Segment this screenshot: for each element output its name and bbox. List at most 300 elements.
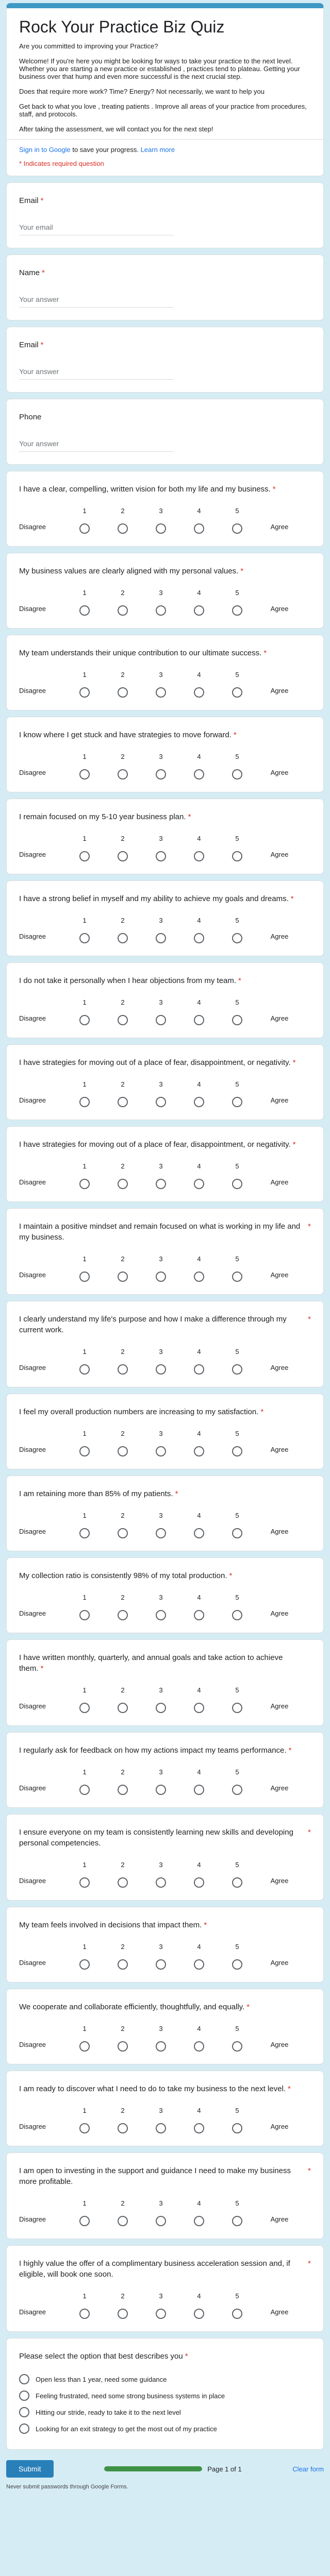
radio-button[interactable]	[19, 2391, 29, 2401]
choice-option[interactable]	[19, 2387, 311, 2404]
scale-number: 2	[121, 589, 125, 597]
scale-question-card	[6, 1394, 324, 1469]
radio-button[interactable]	[118, 523, 128, 534]
radio-button[interactable]	[156, 605, 166, 616]
scale-option	[180, 1080, 218, 1107]
question-title: My business values are clearly aligned with my personal values. *	[19, 567, 244, 575]
radio-button[interactable]	[194, 2123, 204, 2133]
radio-button[interactable]	[194, 1272, 204, 1282]
scale-number: 2	[121, 998, 125, 1006]
radio-button[interactable]	[194, 1015, 204, 1025]
radio-button[interactable]	[194, 851, 204, 861]
radio-button[interactable]	[156, 687, 166, 698]
question-title: Phone	[19, 413, 42, 421]
radio-button[interactable]	[79, 2216, 90, 2226]
scale-high-label: Agree	[270, 1014, 289, 1022]
radio-button[interactable]	[156, 2216, 166, 2226]
radio-button[interactable]	[194, 1179, 204, 1189]
scale-option	[104, 1861, 142, 1888]
choice-option[interactable]	[19, 2404, 311, 2420]
radio-button[interactable]	[79, 2041, 90, 2052]
scale-number: 1	[82, 2025, 87, 2032]
radio-button[interactable]	[156, 2309, 166, 2319]
scale-number: 3	[159, 1430, 163, 1437]
scale-number: 3	[159, 2199, 163, 2207]
scale-low-label: Disagree	[19, 1784, 46, 1792]
radio-button[interactable]	[194, 1610, 204, 1620]
linear-scale	[19, 1162, 311, 1189]
scale-option	[65, 2199, 104, 2226]
radio-button[interactable]	[232, 1610, 242, 1620]
radio-button[interactable]	[194, 1364, 204, 1375]
question-title: I am ready to discover what I need to do to take my business to the next level. *	[19, 2084, 291, 2093]
scale-option	[180, 589, 218, 616]
scale-option	[218, 1162, 256, 1189]
scale-high-label: Agree	[270, 769, 289, 776]
signin-link[interactable]: Sign in to Google	[19, 146, 71, 154]
scale-number: 4	[197, 2292, 201, 2300]
scale-number: 1	[82, 1943, 87, 1951]
radio-button[interactable]	[194, 2309, 204, 2319]
answer-input[interactable]	[19, 364, 174, 380]
scale-option	[180, 753, 218, 779]
radio-button[interactable]	[79, 1364, 90, 1375]
scale-number: 2	[121, 753, 125, 760]
radio-button[interactable]	[79, 1785, 90, 1795]
scale-number: 5	[235, 753, 239, 760]
scale-number: 4	[197, 753, 201, 760]
radio-button[interactable]	[194, 2041, 204, 2052]
scale-option	[218, 1255, 256, 1282]
radio-button[interactable]	[194, 2216, 204, 2226]
radio-button[interactable]	[194, 1097, 204, 1107]
radio-button[interactable]	[156, 1877, 166, 1888]
scale-number: 2	[121, 1255, 125, 1263]
radio-button[interactable]	[156, 1528, 166, 1538]
form-title: Rock Your Practice Biz Quiz	[19, 18, 225, 36]
question-title: I have a strong belief in myself and my ability to achieve my goals and dreams. *	[19, 894, 294, 903]
divider	[7, 139, 323, 140]
radio-button[interactable]	[194, 687, 204, 698]
radio-button[interactable]	[118, 1528, 128, 1538]
radio-button[interactable]	[156, 523, 166, 534]
scale-number: 3	[159, 1512, 163, 1519]
radio-button[interactable]	[79, 523, 90, 534]
scale-question-card	[6, 1476, 324, 1551]
scale-option	[65, 507, 104, 534]
scale-number: 1	[82, 2199, 87, 2207]
radio-button[interactable]	[194, 1703, 204, 1713]
scale-number: 4	[197, 1861, 201, 1869]
scale-option	[104, 2107, 142, 2133]
scale-option	[218, 2107, 256, 2133]
radio-button[interactable]	[118, 1785, 128, 1795]
scale-low-label: Disagree	[19, 2041, 46, 2048]
radio-button[interactable]	[118, 851, 128, 861]
question-title: We cooperate and collaborate efficiently, thoughtfully, and equally. *	[19, 2003, 250, 2011]
scale-question-card	[6, 880, 324, 956]
radio-button[interactable]	[79, 1015, 90, 1025]
radio-button[interactable]	[156, 933, 166, 943]
radio-button[interactable]	[232, 1179, 242, 1189]
radio-button[interactable]	[118, 2041, 128, 2052]
scale-number: 5	[235, 2199, 239, 2207]
scale-option	[180, 998, 218, 1025]
answer-input[interactable]	[19, 292, 174, 308]
radio-button[interactable]	[232, 605, 242, 616]
scale-option	[180, 1430, 218, 1456]
radio-button[interactable]	[156, 851, 166, 861]
radio-button[interactable]	[118, 769, 128, 779]
scale-option	[104, 1686, 142, 1713]
scale-option	[218, 1512, 256, 1538]
question-title: I clearly understand my life's purpose and how I make a difference through my current work. *	[19, 1315, 311, 1334]
radio-button[interactable]	[19, 2374, 29, 2384]
linear-scale	[19, 1943, 311, 1970]
radio-button[interactable]	[79, 1097, 90, 1107]
scale-number: 3	[159, 671, 163, 679]
scale-question-card	[6, 1044, 324, 1120]
scale-high-label: Agree	[270, 851, 289, 858]
scale-option	[65, 2025, 104, 2052]
radio-button[interactable]	[79, 1877, 90, 1888]
required-asterisk: *	[40, 1664, 44, 1673]
radio-button[interactable]	[118, 1877, 128, 1888]
radio-button[interactable]	[156, 769, 166, 779]
scale-question-card	[6, 799, 324, 874]
scale-number: 2	[121, 835, 125, 842]
radio-button[interactable]	[156, 1610, 166, 1620]
radio-button[interactable]	[118, 1364, 128, 1375]
radio-button[interactable]	[194, 1528, 204, 1538]
required-asterisk: *	[229, 1571, 233, 1580]
scale-number: 2	[121, 1080, 125, 1088]
required-asterisk: *	[233, 731, 237, 739]
scale-option	[218, 753, 256, 779]
scale-number: 5	[235, 998, 239, 1006]
radio-button[interactable]	[118, 1272, 128, 1282]
radio-button[interactable]	[232, 1015, 242, 1025]
scale-number: 3	[159, 998, 163, 1006]
scale-option	[218, 1348, 256, 1375]
scale-number: 4	[197, 1430, 201, 1437]
linear-scale	[19, 1686, 311, 1713]
scale-option	[180, 1768, 218, 1795]
progress-indicator	[104, 2465, 242, 2473]
scale-number: 4	[197, 1162, 201, 1170]
scale-option	[142, 1512, 180, 1538]
scale-number: 4	[197, 2025, 201, 2032]
scale-number: 4	[197, 1348, 201, 1355]
scale-number: 3	[159, 1686, 163, 1694]
radio-button[interactable]	[156, 1179, 166, 1189]
scale-number: 5	[235, 1768, 239, 1776]
scale-option	[180, 2292, 218, 2319]
scale-number: 3	[159, 1943, 163, 1951]
required-asterisk: *	[308, 1828, 311, 1837]
scale-number: 5	[235, 1255, 239, 1263]
radio-button[interactable]	[19, 2424, 29, 2434]
scale-number: 4	[197, 507, 201, 515]
choice-option[interactable]	[19, 2420, 311, 2437]
scale-option	[104, 753, 142, 779]
scale-option	[65, 1594, 104, 1620]
scale-number: 2	[121, 917, 125, 924]
required-asterisk: *	[263, 649, 267, 657]
radio-button[interactable]	[156, 1015, 166, 1025]
linear-scale	[19, 1594, 311, 1620]
radio-button[interactable]	[194, 1959, 204, 1970]
scale-option	[218, 835, 256, 861]
scale-number: 2	[121, 1348, 125, 1355]
radio-button[interactable]	[232, 1785, 242, 1795]
radio-button[interactable]	[232, 1528, 242, 1538]
scale-low-label: Disagree	[19, 2123, 46, 2130]
scale-option	[65, 1943, 104, 1970]
required-asterisk: *	[292, 1058, 296, 1067]
scale-number: 5	[235, 1861, 239, 1869]
required-asterisk: *	[238, 976, 241, 985]
radio-button[interactable]	[232, 851, 242, 861]
radio-button[interactable]	[118, 1959, 128, 1970]
radio-button[interactable]	[79, 1446, 90, 1456]
scale-number: 5	[235, 2025, 239, 2032]
radio-button[interactable]	[118, 2216, 128, 2226]
scale-option	[104, 1080, 142, 1107]
scale-number: 4	[197, 917, 201, 924]
scale-high-label: Agree	[270, 1877, 289, 1885]
radio-button[interactable]	[79, 605, 90, 616]
radio-button[interactable]	[79, 1179, 90, 1189]
scale-option	[180, 671, 218, 698]
scale-high-label: Agree	[270, 1364, 289, 1371]
radio-button[interactable]	[194, 769, 204, 779]
scale-number: 1	[82, 2107, 87, 2114]
scale-high-label: Agree	[270, 1096, 289, 1104]
scale-high-label: Agree	[270, 933, 289, 940]
password-warning: Never submit passwords through Google Forms.	[6, 2484, 128, 2490]
scale-option	[142, 1430, 180, 1456]
radio-button[interactable]	[232, 1959, 242, 1970]
radio-button[interactable]	[156, 1446, 166, 1456]
scale-number: 1	[82, 2292, 87, 2300]
scale-number: 1	[82, 1686, 87, 1694]
radio-button[interactable]	[156, 1703, 166, 1713]
radio-button[interactable]	[118, 2123, 128, 2133]
radio-button[interactable]	[118, 2309, 128, 2319]
radio-button[interactable]	[194, 1785, 204, 1795]
scale-option	[218, 2292, 256, 2319]
scale-question-card	[6, 1557, 324, 1633]
radio-button[interactable]	[118, 1703, 128, 1713]
scale-number: 2	[121, 1430, 125, 1437]
question-title: My collection ratio is consistently 98% of my total production. *	[19, 1571, 233, 1580]
scale-number: 1	[82, 917, 87, 924]
scale-number: 3	[159, 589, 163, 597]
scale-option	[142, 2292, 180, 2319]
scale-low-label: Disagree	[19, 1271, 46, 1279]
radio-button[interactable]	[79, 687, 90, 698]
radio-button[interactable]	[232, 1272, 242, 1282]
radio-button[interactable]	[79, 1610, 90, 1620]
scale-option	[180, 2199, 218, 2226]
signin-row	[19, 146, 311, 154]
radio-button[interactable]	[118, 605, 128, 616]
scale-option	[218, 1430, 256, 1456]
scale-number: 2	[121, 1943, 125, 1951]
scale-option	[65, 589, 104, 616]
answer-input[interactable]	[19, 436, 174, 452]
scale-option	[65, 2107, 104, 2133]
scale-option	[104, 2199, 142, 2226]
scale-number: 4	[197, 1512, 201, 1519]
scale-option	[180, 1348, 218, 1375]
radio-button[interactable]	[156, 1097, 166, 1107]
radio-button[interactable]	[118, 1610, 128, 1620]
linear-scale	[19, 1768, 311, 1795]
radio-button[interactable]	[232, 1446, 242, 1456]
scale-option	[65, 835, 104, 861]
scale-number: 5	[235, 2292, 239, 2300]
choice-option[interactable]	[19, 2371, 311, 2387]
scale-option	[142, 2025, 180, 2052]
radio-button[interactable]	[232, 933, 242, 943]
radio-button[interactable]	[118, 1179, 128, 1189]
radio-button[interactable]	[118, 1097, 128, 1107]
question-title: I feel my overall production numbers are increasing to my satisfaction. *	[19, 1408, 264, 1416]
radio-button[interactable]	[156, 1785, 166, 1795]
radio-button[interactable]	[232, 687, 242, 698]
scale-number: 1	[82, 589, 87, 597]
radio-button[interactable]	[156, 1364, 166, 1375]
scale-option	[65, 2292, 104, 2319]
scale-question-card	[6, 1989, 324, 2064]
radio-button[interactable]	[156, 2041, 166, 2052]
scale-option	[142, 1768, 180, 1795]
radio-button[interactable]	[232, 1703, 242, 1713]
radio-button[interactable]	[118, 1015, 128, 1025]
scale-option	[142, 1080, 180, 1107]
radio-button[interactable]	[79, 2309, 90, 2319]
submit-button[interactable]: Submit	[6, 2460, 54, 2478]
scale-option	[65, 1255, 104, 1282]
radio-button[interactable]	[79, 1528, 90, 1538]
radio-button[interactable]	[194, 1446, 204, 1456]
required-note: * Indicates required question	[19, 160, 104, 167]
radio-button[interactable]	[118, 1446, 128, 1456]
scale-option	[104, 1512, 142, 1538]
radio-button[interactable]	[156, 2123, 166, 2133]
scale-option	[104, 1162, 142, 1189]
radio-button[interactable]	[156, 1272, 166, 1282]
required-asterisk: *	[308, 2259, 311, 2268]
scale-number: 1	[82, 1594, 87, 1601]
radio-button[interactable]	[232, 2041, 242, 2052]
radio-button[interactable]	[79, 933, 90, 943]
radio-button[interactable]	[79, 769, 90, 779]
radio-button[interactable]	[232, 1877, 242, 1888]
scale-number: 2	[121, 1512, 125, 1519]
required-asterisk: *	[292, 1140, 296, 1149]
scale-low-label: Disagree	[19, 1877, 46, 1885]
scale-option	[65, 1348, 104, 1375]
radio-button[interactable]	[118, 687, 128, 698]
scale-option	[142, 1686, 180, 1713]
radio-button[interactable]	[19, 2407, 29, 2417]
radio-button[interactable]	[194, 933, 204, 943]
question-title: Name *	[19, 268, 45, 277]
radio-button[interactable]	[194, 523, 204, 534]
radio-button[interactable]	[232, 769, 242, 779]
radio-button[interactable]	[194, 605, 204, 616]
radio-button[interactable]	[232, 1364, 242, 1375]
required-asterisk: *	[240, 567, 244, 575]
scale-high-label: Agree	[270, 1271, 289, 1279]
scale-number: 4	[197, 835, 201, 842]
radio-button[interactable]	[79, 1959, 90, 1970]
scale-number: 5	[235, 507, 239, 515]
question-title: I regularly ask for feedback on how my actions impact my teams performance. *	[19, 1746, 292, 1755]
scale-option	[180, 917, 218, 943]
scale-low-label: Disagree	[19, 1446, 46, 1453]
radio-button[interactable]	[232, 2309, 242, 2319]
linear-scale	[19, 917, 311, 943]
scale-option	[218, 917, 256, 943]
scale-number: 1	[82, 1162, 87, 1170]
linear-scale	[19, 671, 311, 698]
radio-button[interactable]	[79, 1272, 90, 1282]
linear-scale	[19, 2292, 311, 2319]
scale-option	[142, 1348, 180, 1375]
radio-button[interactable]	[79, 1703, 90, 1713]
scale-low-label: Disagree	[19, 1096, 46, 1104]
scale-option	[142, 671, 180, 698]
scale-option	[104, 1348, 142, 1375]
scale-number: 3	[159, 1594, 163, 1601]
clear-form-button[interactable]: Clear form	[292, 2465, 324, 2473]
scale-number: 5	[235, 1162, 239, 1170]
radio-button[interactable]	[118, 933, 128, 943]
scale-question-card	[6, 1907, 324, 1982]
radio-button[interactable]	[156, 1959, 166, 1970]
question-title: Email *	[19, 341, 44, 349]
choice-option-label: Feeling frustrated, need some strong business systems in place	[36, 2392, 225, 2400]
question-title: I ensure everyone on my team is consistently learning new skills and developing personal competencies. *	[19, 1828, 311, 1848]
radio-button[interactable]	[232, 1097, 242, 1107]
radio-button[interactable]	[232, 523, 242, 534]
scale-option	[104, 589, 142, 616]
radio-button[interactable]	[232, 2123, 242, 2133]
radio-button[interactable]	[79, 851, 90, 861]
progress-bar	[104, 2466, 202, 2471]
radio-button[interactable]	[232, 2216, 242, 2226]
radio-button[interactable]	[79, 2123, 90, 2133]
scale-option	[65, 1430, 104, 1456]
answer-input[interactable]	[19, 219, 174, 235]
linear-scale	[19, 1348, 311, 1375]
scale-option	[180, 1861, 218, 1888]
radio-button[interactable]	[194, 1877, 204, 1888]
scale-option	[218, 1594, 256, 1620]
learn-more-link[interactable]: Learn more	[140, 146, 175, 154]
text-questions	[0, 182, 330, 465]
scale-number: 3	[159, 1861, 163, 1869]
scale-option	[104, 671, 142, 698]
scale-number: 4	[197, 1080, 201, 1088]
required-asterisk: *	[272, 485, 276, 494]
scale-low-label: Disagree	[19, 523, 46, 531]
linear-scale	[19, 2199, 311, 2226]
